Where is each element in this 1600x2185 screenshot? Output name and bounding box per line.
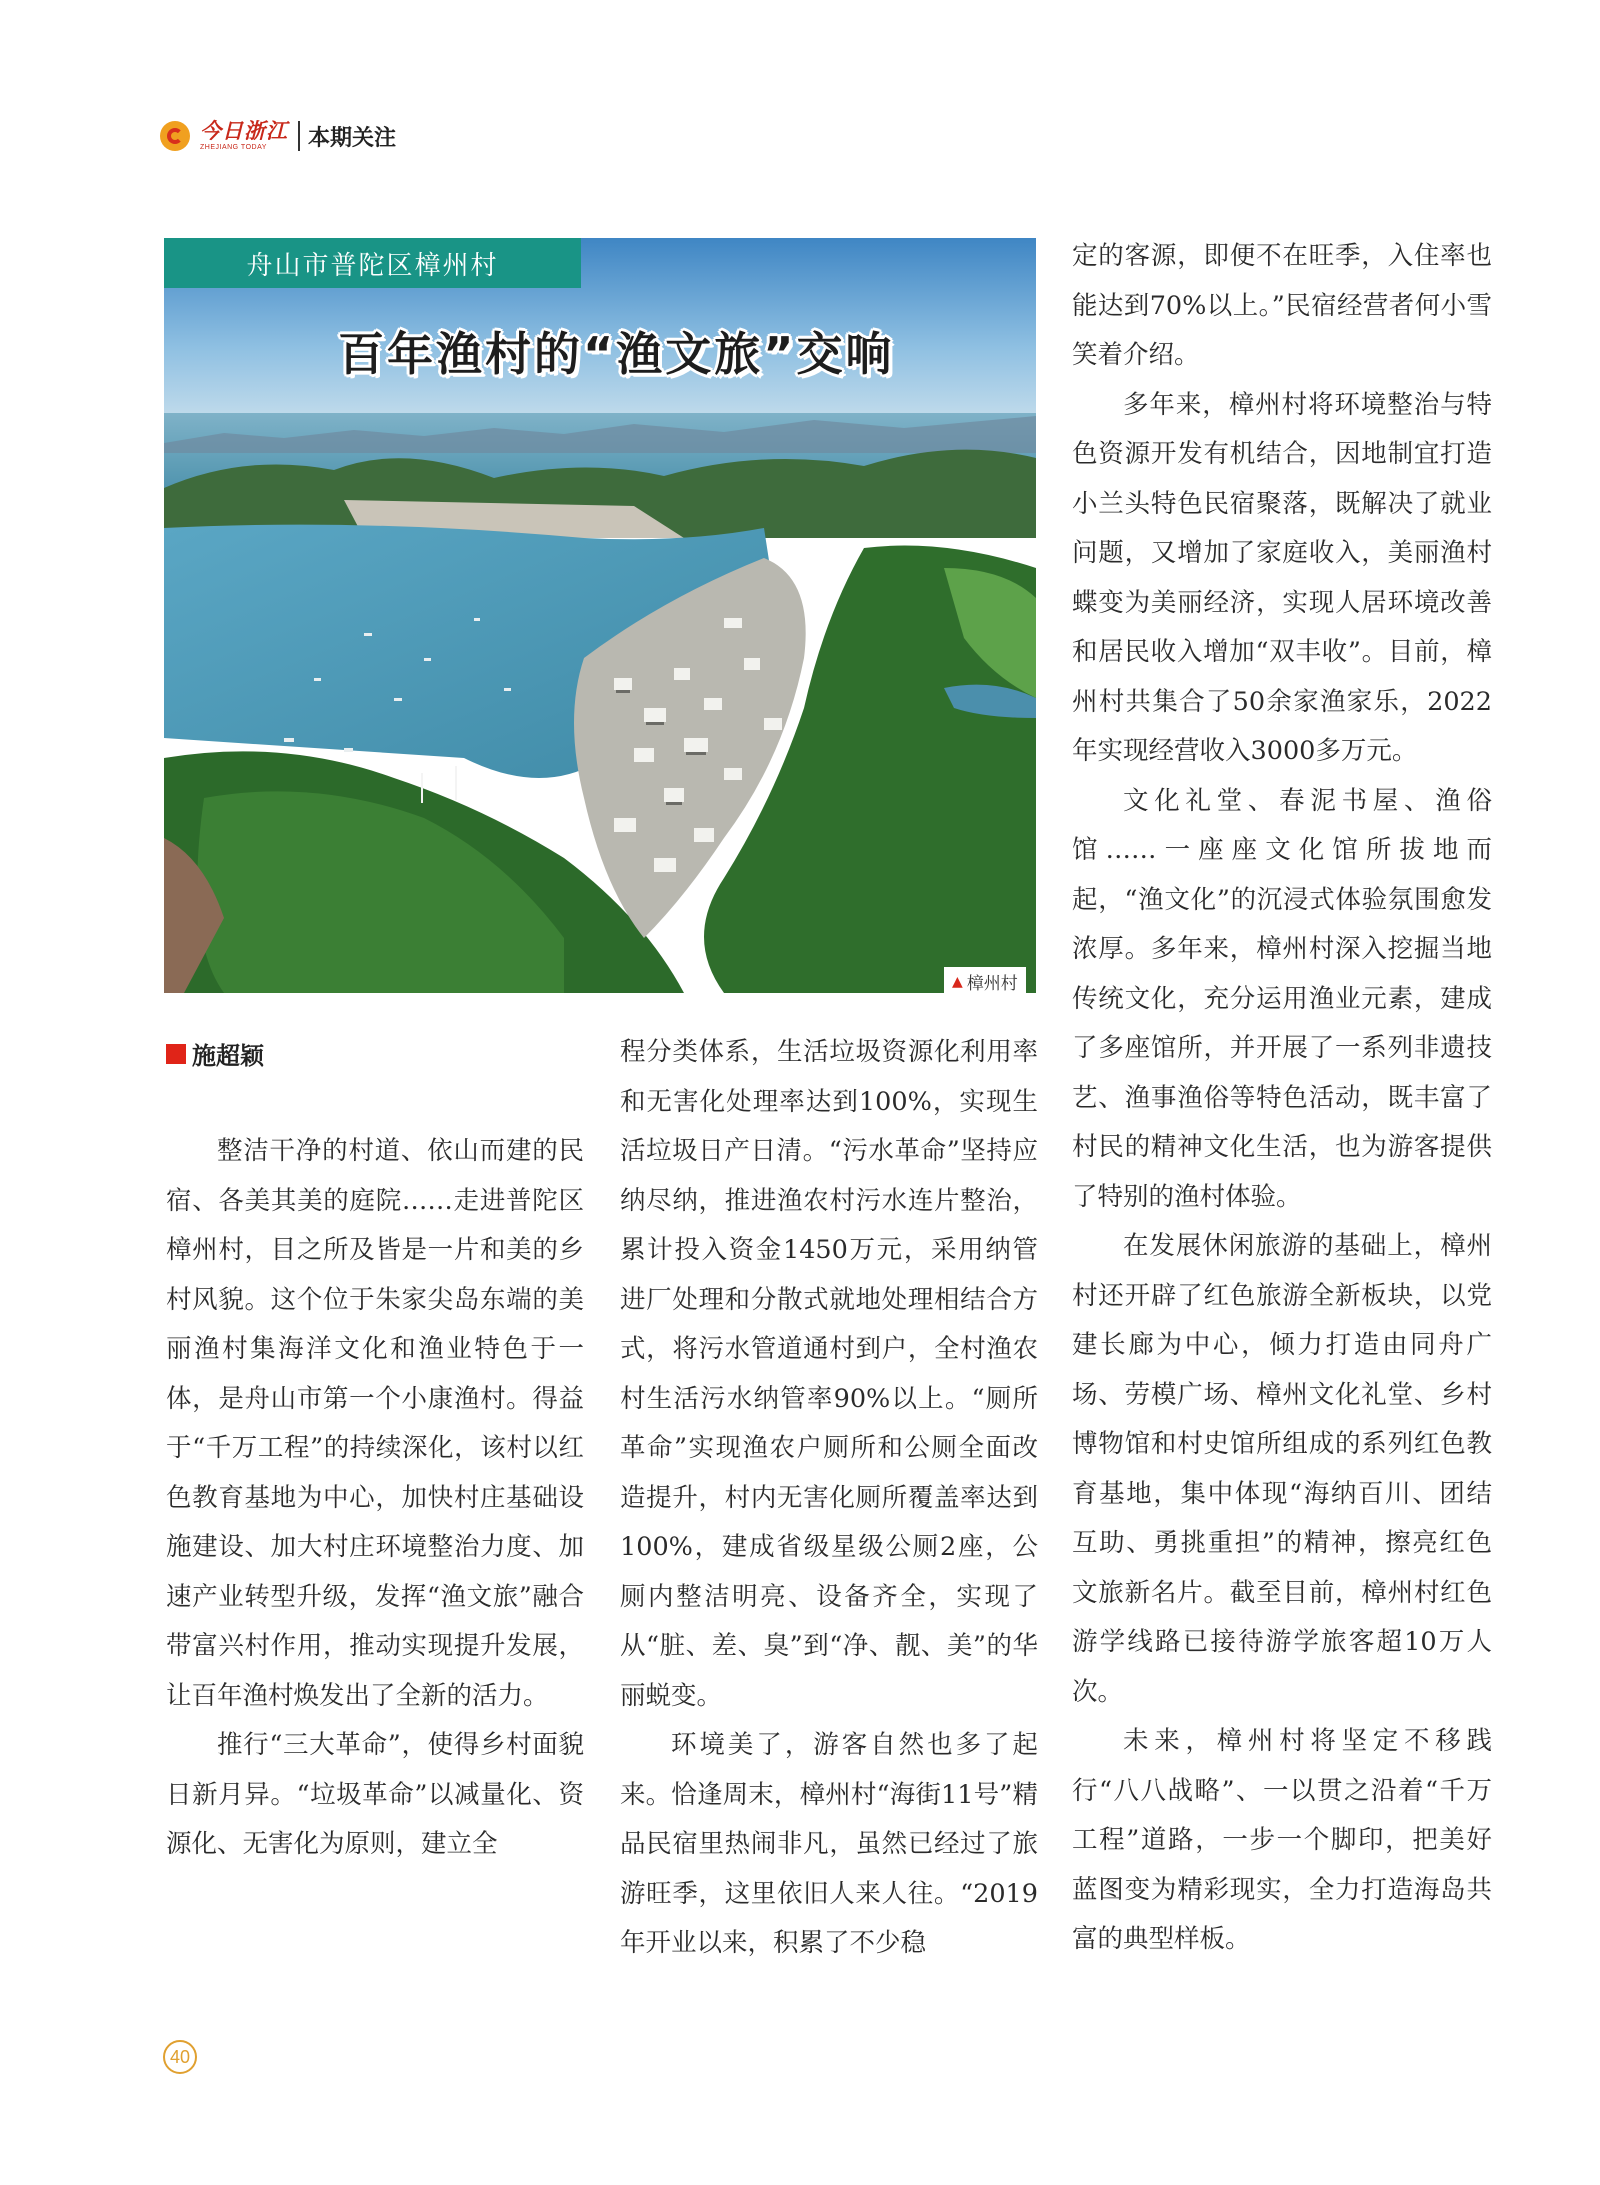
paragraph: 文化礼堂、春泥书屋、渔俗馆……一座座文化馆所拔地而起，“渔文化”的沉浸式体验氛围愈发浓厚。多年来，樟州村深入挖掘当地传统文化，充分运用渔业元素，建成了多座馆所，并开展了一系列非遗技艺、渔事渔俗等特色活动，既丰富了村民的精神文化生活，也为游客提供了特别的渔村体验。 xyxy=(1072,785,1492,1212)
section-title: 本期关注 xyxy=(308,125,397,151)
photo-caption xyxy=(944,967,1026,996)
logo-chinese: 今日浙江 xyxy=(200,119,288,143)
location-label: 舟山市普陀区樟州村 xyxy=(246,250,499,281)
article-column-2 xyxy=(620,1028,1038,1969)
logo-english: ZHEJIANG TODAY xyxy=(200,144,267,151)
byline-square-icon xyxy=(166,1044,186,1064)
article-headline: 百年渔村的“渔文旅”交响 xyxy=(338,327,895,381)
paragraph: 在发展休闲旅游的基础上，樟州村还开辟了红色旅游全新板块，以党建长廊为中心，倾力打造由同舟广场、劳模广场、樟州文化礼堂、乡村博物馆和村史馆所组成的系列红色教育基地，集中体现“海纳百川、团结互助、勇挑重担”的精神，擦亮红色文旅新名片。截至目前，樟州村红色游学线路已接待游学旅客超10万人次。 xyxy=(1072,1231,1492,1707)
author-name: 施超颖 xyxy=(192,1042,264,1070)
paragraph-continued: 程分类体系，生活垃圾资源化利用率和无害化处理率达到100%，实现生活垃圾日产日清。“污水革命”坚持应纳尽纳，推进渔农村污水连片整治，累计投入资金1450万元，采用纳管进厂处理和分散式就地处理相结合方式，将污水管道通村到户，全村渔农村生活污水纳管率90%以上。“厕所革命”实现渔农户厕所和公厕全面改造提升，村内无害化厕所覆盖率达到100%，建成省级星级公厕2座，公厕内整洁明亮、设备齐全，实现了从“脏、差、臭”到“净、靓、美”的华丽蜕变。 xyxy=(620,1037,1038,1711)
page-number: 40 xyxy=(163,2040,197,2074)
paragraph: 整洁干净的村道、依山而建的民宿、各美其美的庭院……走进普陀区樟州村，目之所及皆是一片和美的乡村风貌。这个位于朱家尖岛东端的美丽渔村集海洋文化和渔业特色于一体，是舟山市第一个小康渔村。得益于“千万工程”的持续深化，该村以红色教育基地为中心，加快村庄基础设施建设、加大村庄环境整治力度、加速产业转型升级，发挥“渔文旅”融合带富兴村作用，推动实现提升发展，让百年渔村焕发出了全新的活力。 xyxy=(166,1136,584,1711)
paragraph-continued: 定的客源，即便不在旺季，入住率也能达到70%以上。”民宿经营者何小雪笑着介绍。 xyxy=(1072,241,1492,370)
location-banner xyxy=(164,238,581,288)
author-byline xyxy=(166,1036,264,1071)
article-column-1 xyxy=(166,1127,584,1870)
paragraph: 未来，樟州村将坚定不移践行“八八战略”、一以贯之沿着“千万工程”道路，一步一个脚印，把美好蓝图变为精彩现实，全力打造海岛共富的典型样板。 xyxy=(1072,1726,1492,1954)
caption-text: 樟州村 xyxy=(966,974,1018,994)
header-divider xyxy=(298,121,300,151)
magazine-header xyxy=(160,116,396,156)
magazine-logo-text xyxy=(200,121,288,151)
caption-triangle-icon: ▲ xyxy=(952,973,963,990)
magazine-logo-icon xyxy=(160,119,194,153)
paragraph: 环境美了，游客自然也多了起来。恰逢周末，樟州村“海街11号”精品民宿里热闹非凡，虽然已经过了旅游旺季，这里依旧人来人往。“2019年开业以来，积累了不少稳 xyxy=(620,1730,1038,1958)
paragraph: 推行“三大革命”，使得乡村面貌日新月异。“垃圾革命”以减量化、资源化、无害化为原则，建立全 xyxy=(166,1730,584,1859)
article-column-3 xyxy=(1072,232,1492,1965)
paragraph: 多年来，樟州村将环境整治与特色资源开发有机结合，因地制宜打造小兰头特色民宿聚落，既解决了就业问题，又增加了家庭收入，美丽渔村蝶变为美丽经济，实现人居环境改善和居民收入增加“双丰收”。目前，樟州村共集合了50余家渔家乐，2022年实现经营收入3000多万元。 xyxy=(1072,389,1492,766)
